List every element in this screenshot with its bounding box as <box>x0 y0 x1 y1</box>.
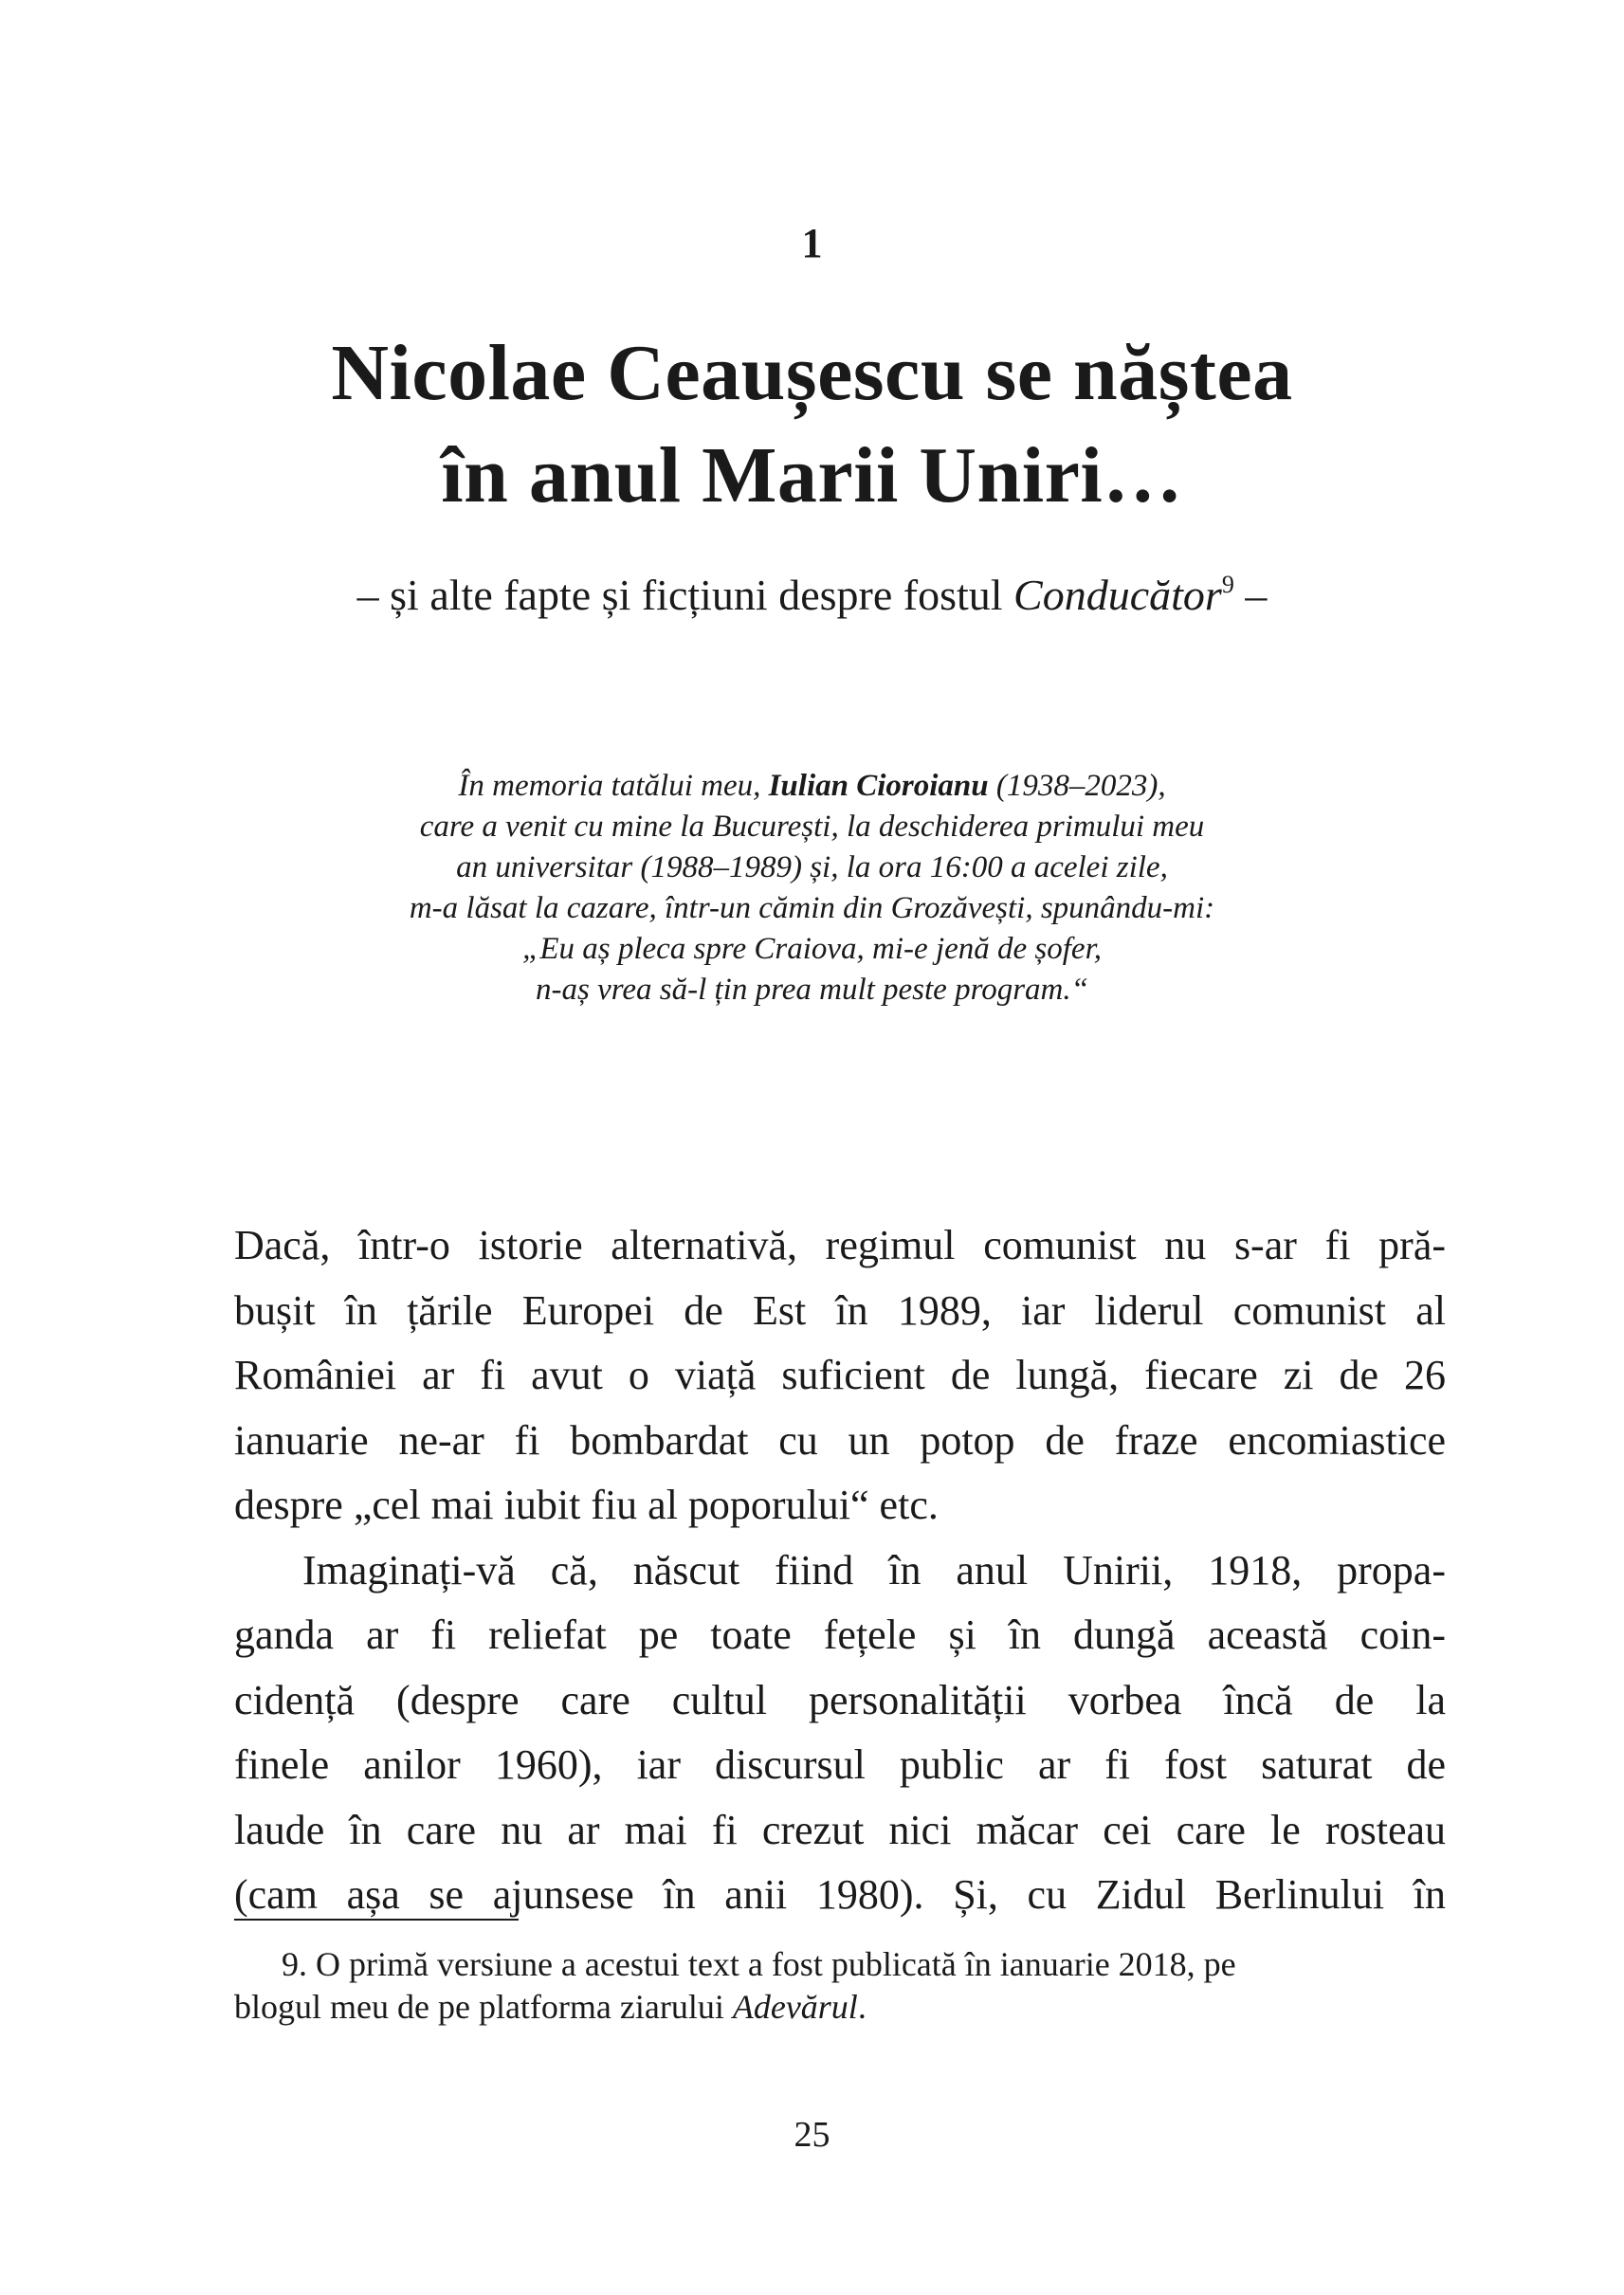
dedication-line: an universitar (1988–1989) și, la ora 16:00 a acelei zile, <box>456 850 1168 884</box>
chapter-title-line: Nicolae Ceaușescu se năștea <box>331 329 1293 417</box>
chapter-number: 1 <box>801 220 823 266</box>
text-line: cidență (despre care cultul personalității vorbea încă de la <box>234 1676 1446 1723</box>
dedication-line: „Eu aș pleca spre Craiova, mi-e jenă de șofer, <box>521 932 1103 966</box>
footnote-divider <box>234 1919 519 1921</box>
dedication-line: care a venit cu mine la București, la deschiderea primului meu <box>419 810 1205 844</box>
dedication <box>0 766 1624 1011</box>
dedication-line <box>0 766 1624 807</box>
dedication-text: În memoria tatălui meu, <box>458 769 769 803</box>
text-line: Imaginați-vă că, născut fiind în anul Unirii, 1918, propa- <box>302 1546 1446 1594</box>
text-line: Dacă, într-o istorie alternativă, regimul comunist nu s-ar fi pră- <box>234 1222 1446 1268</box>
page-number: 25 <box>794 2115 830 2155</box>
text-line: bușit în țările Europei de Est în 1989, iar liderul comunist al <box>234 1286 1446 1334</box>
dedication-line: m-a lăsat la cazare, într-un cămin din Grozăvești, spunându-mi: <box>409 891 1215 925</box>
dedication-name: Iulian Cioroianu <box>768 769 989 803</box>
chapter-title <box>0 322 1624 527</box>
text-line: despre „cel mai iubit fiu al poporului“ etc. <box>234 1482 939 1528</box>
footnote-text: . <box>857 1988 867 2026</box>
body-text <box>234 1213 1446 1928</box>
text-line: ianuarie ne-ar fi bombardat cu un potop de fraze encomiastice <box>234 1416 1446 1464</box>
chapter-subtitle <box>0 569 1624 621</box>
footnote-text: blogul meu de pe platforma ziarului <box>234 1988 733 2026</box>
footnote-line <box>234 1986 1446 2029</box>
chapter-title-line: în anul Marii Uniri… <box>441 431 1183 519</box>
text-line: finele anilor 1960), iar discursul public ar fi fost saturat de <box>234 1741 1446 1788</box>
text-line: ganda ar fi reliefat pe toate fețele și în dungă această coin- <box>234 1612 1446 1658</box>
subtitle-prefix: – și alte fapte și ficțiuni despre fostul <box>356 571 1014 619</box>
subtitle-italic-word: Conducător <box>1013 571 1222 619</box>
dedication-text: (1938–2023), <box>988 769 1166 803</box>
text-line: (cam așa se ajunsese în anii 1980). Și, cu Zidul Berlinului în <box>234 1871 1446 1918</box>
text-line: laude în care nu ar mai fi crezut nici măcar cei care le rosteau <box>234 1806 1446 1853</box>
footnote-reference: 9 <box>1221 571 1234 598</box>
text-line: României ar fi avut o viață suficient de lungă, fiecare zi de 26 <box>234 1352 1446 1398</box>
footnote-newspaper-name: Adevărul <box>732 1988 858 2026</box>
footnote-line: 9. O primă versiune a acestui text a fost publicată în ianuarie 2018, pe <box>282 1945 1236 1983</box>
subtitle-suffix: – <box>1233 571 1268 619</box>
paragraph-2 <box>234 1539 1446 1928</box>
paragraph-1 <box>234 1213 1446 1539</box>
footnote <box>234 1943 1446 2029</box>
dedication-line: n-aș vrea să-l țin prea mult peste program.“ <box>536 973 1088 1007</box>
